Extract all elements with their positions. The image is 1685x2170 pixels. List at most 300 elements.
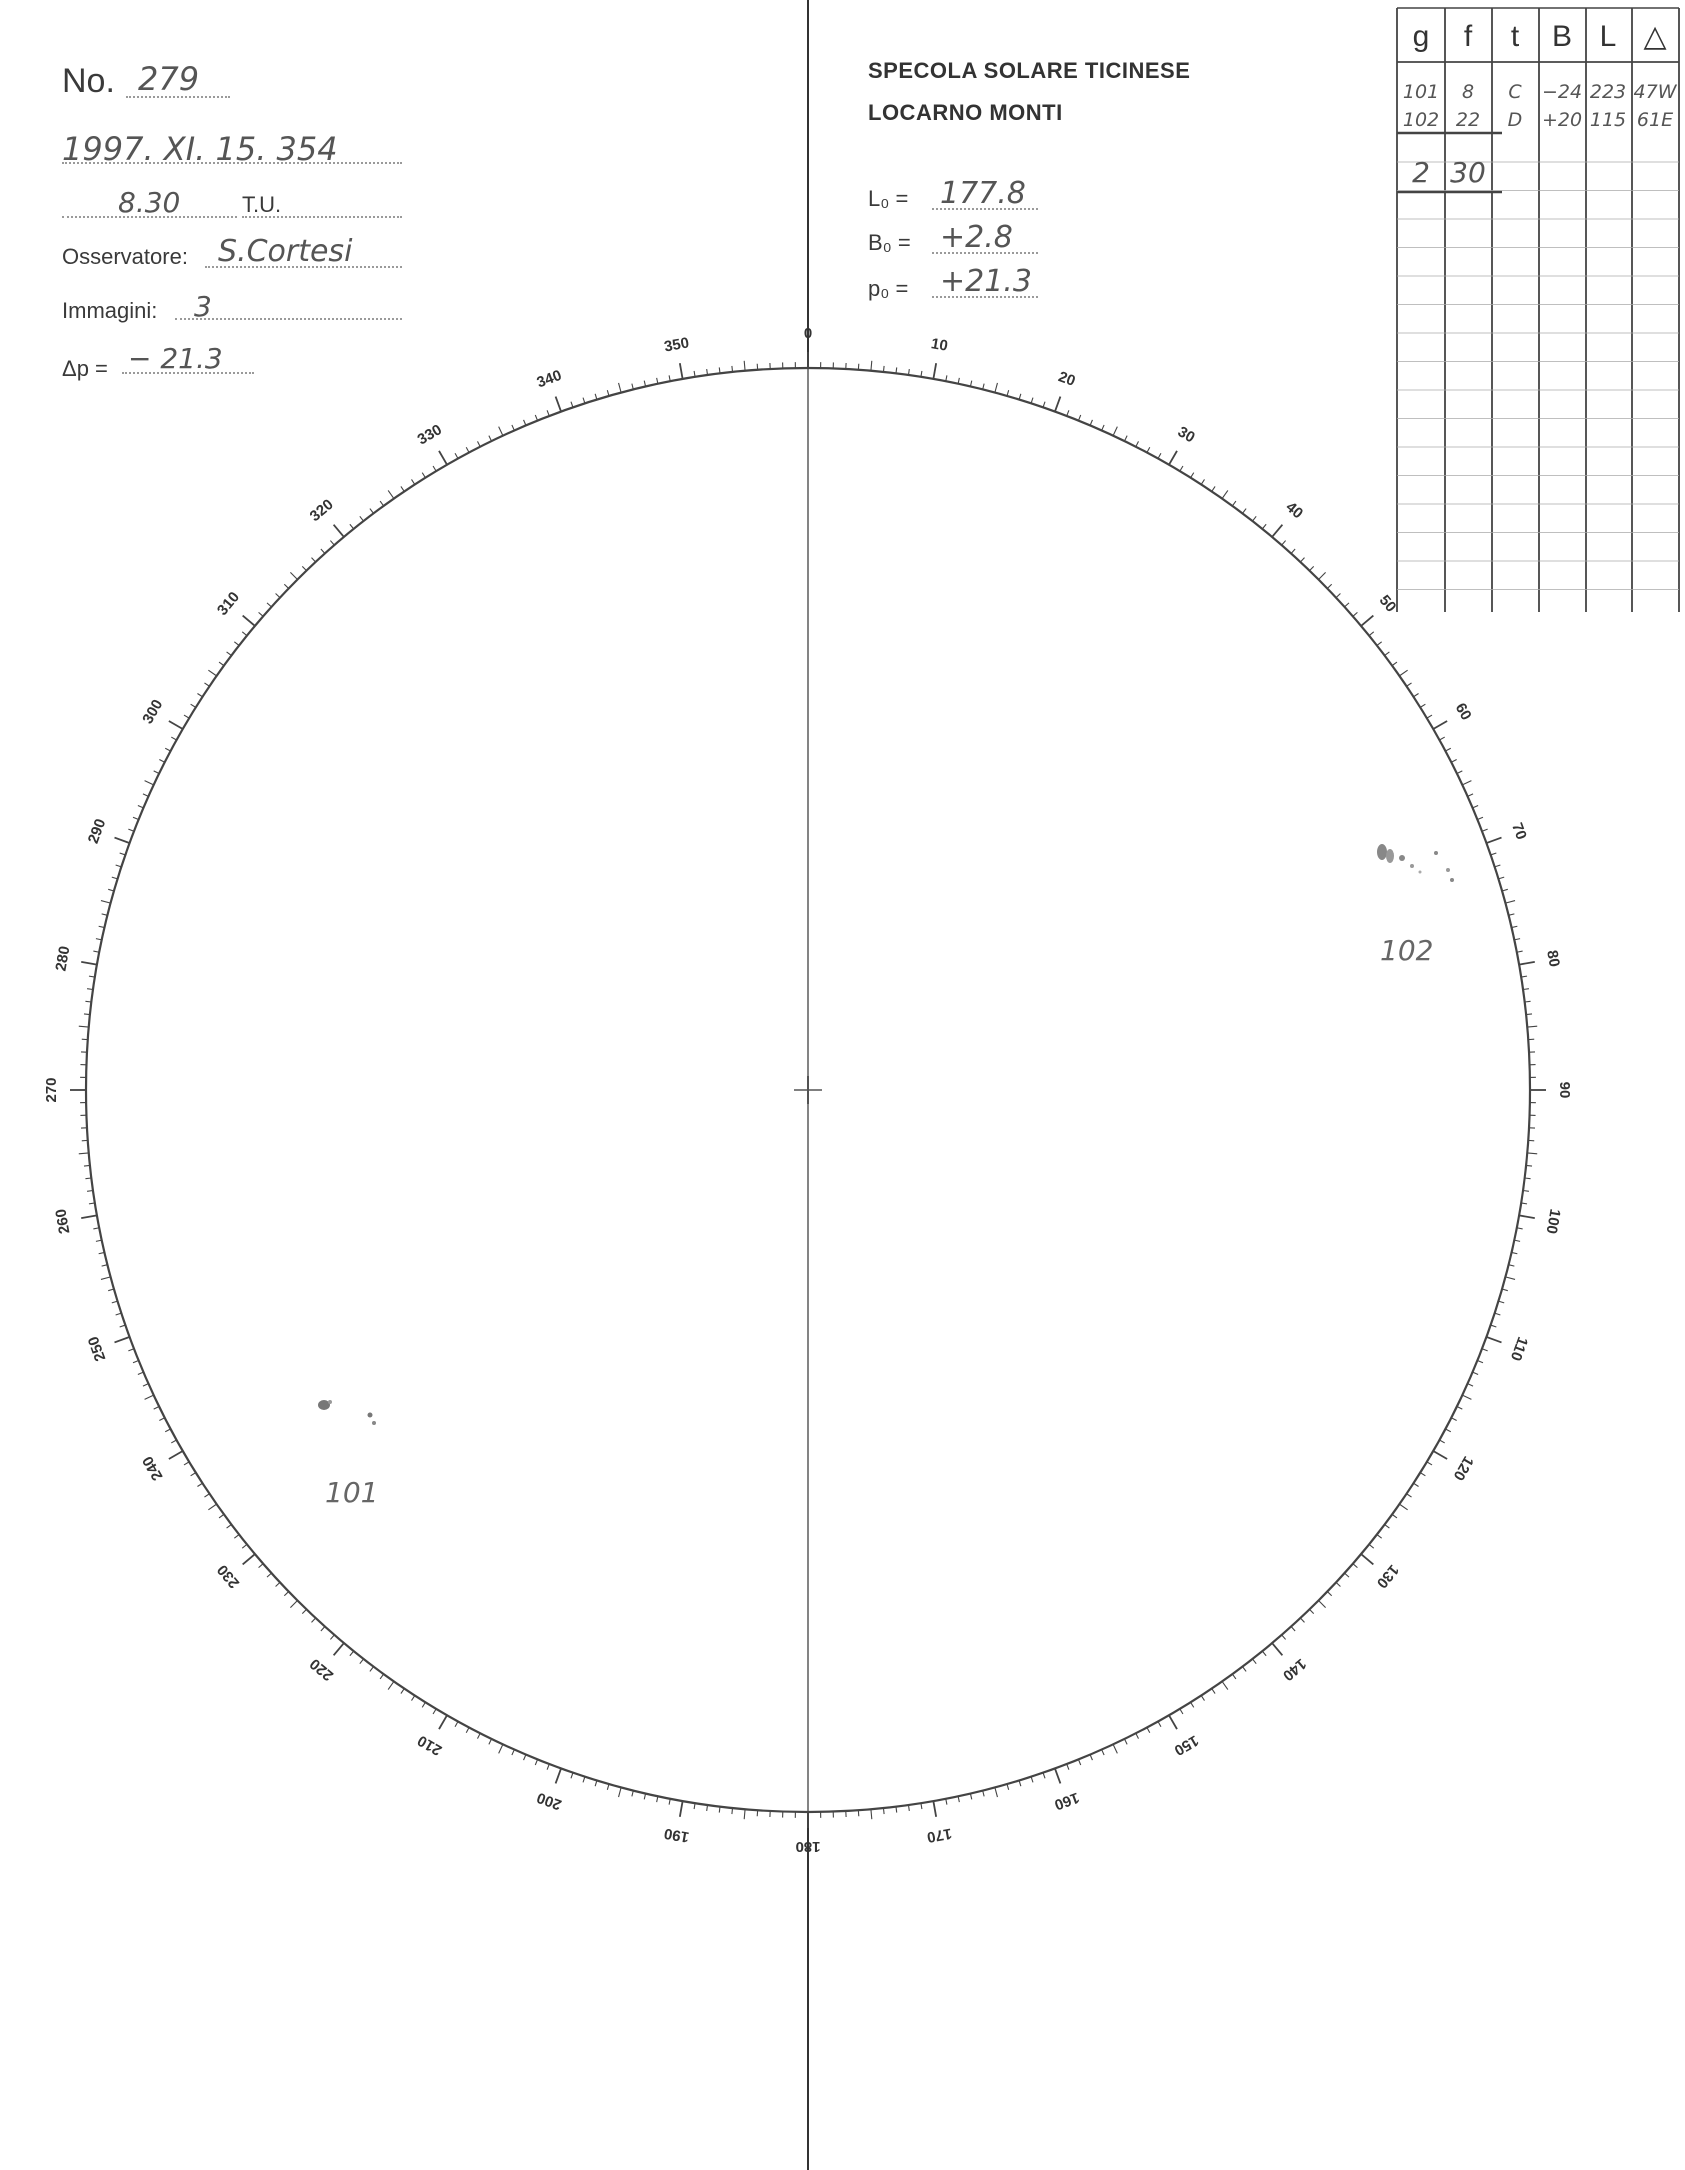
scale-tick [128, 829, 134, 831]
scale-tick [1385, 652, 1390, 656]
scale-tick [79, 1153, 89, 1154]
scale-tick [1433, 721, 1447, 729]
header-B: B [1551, 20, 1573, 53]
scale-tick [1527, 1026, 1537, 1027]
scale-tick [1090, 420, 1092, 426]
scale-tick [101, 1277, 111, 1280]
scale-tick [1201, 1696, 1204, 1701]
scale-tick [171, 1440, 176, 1443]
scale-tick [1486, 838, 1501, 843]
scale-tick [165, 748, 170, 751]
scale-tick [1353, 612, 1358, 616]
cell: 61E [1636, 109, 1674, 131]
scale-tick [1113, 1744, 1117, 1753]
scale-tick [1319, 1601, 1326, 1608]
scale-tick [208, 670, 216, 676]
p0-label: p₀ = [868, 276, 909, 301]
scale-tick [871, 361, 872, 371]
scale-tick [896, 367, 897, 373]
scale-tick [120, 1325, 126, 1327]
scale-label-60: 60 [1451, 700, 1475, 724]
scale-tick [632, 1791, 633, 1797]
scale-tick [1272, 1643, 1282, 1655]
scale-tick [1310, 1609, 1314, 1613]
scale-tick [1345, 1573, 1349, 1577]
scale-label-40: 40 [1282, 498, 1307, 523]
number-label: No. [62, 62, 115, 100]
cell: +20 [1541, 109, 1583, 131]
scale-tick [632, 384, 633, 390]
cell: 223 [1589, 81, 1627, 103]
observer-value: S.Cortesi [218, 234, 353, 269]
scale-tick [1439, 737, 1444, 740]
scale-tick [1509, 1265, 1515, 1266]
scale-tick [644, 381, 645, 387]
scale-tick [571, 402, 573, 408]
scale-tick [1477, 1360, 1483, 1362]
scale-tick [219, 1514, 224, 1518]
delta-p-value: − 21.3 [128, 342, 223, 375]
scale-tick [719, 1807, 720, 1813]
scale-tick [1482, 829, 1488, 831]
scale-tick [370, 1667, 374, 1672]
scale-label-100: 100 [1542, 1207, 1564, 1236]
scale-tick [171, 737, 176, 740]
scale-tick [227, 652, 232, 656]
header-L: L [1599, 20, 1617, 53]
scale-tick [1482, 1349, 1488, 1351]
scale-tick [350, 1651, 354, 1656]
scale-tick [1262, 524, 1266, 529]
scale-tick [267, 603, 271, 607]
scale-label-310: 310 [213, 588, 244, 619]
sunspot [1419, 871, 1422, 874]
scale-tick [455, 453, 458, 458]
scale-tick [159, 1418, 164, 1421]
time-value: 8.30 [118, 186, 181, 219]
scale-tick [120, 853, 126, 855]
scale-tick [1353, 1564, 1358, 1568]
scale-tick [1291, 549, 1295, 553]
scale-tick [1212, 486, 1215, 491]
scale-tick [1486, 1337, 1501, 1342]
scale-tick [1125, 436, 1128, 441]
scale-tick [302, 566, 306, 570]
scale-tick [99, 1252, 105, 1253]
scale-tick [1420, 1473, 1425, 1476]
scale-tick [115, 1337, 130, 1342]
scale-tick [1445, 748, 1450, 751]
scale-tick [1169, 1715, 1177, 1729]
l0-value: 177.8 [940, 176, 1026, 211]
sunspot [1410, 864, 1414, 868]
scale-tick [619, 1787, 622, 1797]
scale-tick [439, 451, 447, 465]
scale-tick [433, 466, 436, 471]
scale-tick [1473, 806, 1479, 808]
scale-tick [1468, 1384, 1473, 1386]
scale-tick [1090, 1755, 1092, 1761]
scale-tick [1147, 1727, 1150, 1732]
scale-label-300: 300 [139, 696, 167, 727]
scale-tick [1439, 1440, 1444, 1443]
scale-tick [334, 525, 344, 537]
scale-tick [388, 490, 394, 498]
scale-tick [883, 366, 884, 372]
scale-tick [412, 479, 415, 484]
scale-tick [1399, 670, 1407, 676]
scale-tick [1451, 1418, 1456, 1421]
cell: 8 [1461, 81, 1475, 103]
scale-label-80: 80 [1543, 948, 1563, 969]
sunspot [1386, 849, 1394, 863]
header-t: t [1510, 20, 1520, 53]
scale-tick [259, 1564, 264, 1568]
total-groups: 2 [1412, 156, 1430, 189]
scale-tick [619, 383, 622, 393]
scale-tick [334, 1643, 344, 1655]
scale-tick [1102, 425, 1104, 430]
scale-tick [227, 1525, 232, 1529]
scale-label-30: 30 [1174, 423, 1198, 447]
scale-label-170: 170 [925, 1824, 954, 1846]
scale-tick [1525, 1178, 1531, 1179]
scale-tick [1113, 427, 1117, 436]
scale-tick [1361, 616, 1373, 626]
sunspot-group-102 [1377, 844, 1454, 882]
scale-tick [1369, 632, 1374, 636]
table-row-101 [1403, 81, 1678, 103]
scale-tick [1385, 1525, 1390, 1529]
sunspot [372, 1421, 376, 1425]
sunspot [1377, 844, 1387, 860]
scale-tick [1031, 398, 1033, 404]
scale-tick [219, 662, 224, 666]
scale-tick [1169, 451, 1177, 465]
scale-tick [1158, 1721, 1161, 1726]
delta-p-label: Δp = [62, 356, 108, 381]
scale-tick [547, 410, 549, 416]
scale-tick [321, 549, 325, 553]
scale-label-330: 330 [414, 421, 445, 449]
scale-tick [1525, 1001, 1531, 1002]
scale-tick [1526, 1165, 1532, 1166]
scale-tick [680, 1801, 683, 1817]
scale-tick [1055, 397, 1060, 412]
scale-tick [1427, 715, 1432, 718]
scale-label-210: 210 [414, 1731, 445, 1759]
scale-tick [1336, 594, 1340, 598]
scale-label-350: 350 [662, 334, 691, 356]
scale-tick [995, 383, 998, 393]
scale-tick [169, 721, 183, 729]
scale-tick [1433, 1451, 1447, 1459]
scale-tick [512, 425, 514, 430]
scale-tick [1445, 1429, 1450, 1432]
scale-tick [1392, 1514, 1397, 1518]
images-value: 3 [194, 290, 212, 323]
scale-tick [234, 642, 239, 646]
scale-tick [1078, 1759, 1080, 1765]
scale-tick [1462, 781, 1471, 785]
cell: 101 [1402, 81, 1440, 103]
scale-tick [165, 1429, 170, 1432]
scale-tick [84, 1165, 90, 1166]
scale-tick [197, 1483, 202, 1486]
scale-tick [1191, 1702, 1194, 1707]
number-value: 279 [138, 60, 200, 98]
table-total-row [1412, 156, 1486, 189]
scale-tick [1201, 479, 1204, 484]
scale-tick [732, 366, 733, 372]
scale-tick [983, 384, 984, 390]
scale-tick [330, 541, 334, 546]
scale-tick [102, 914, 108, 915]
scale-label-320: 320 [306, 495, 337, 526]
scale-tick [524, 1755, 526, 1761]
institution-location: LOCARNO MONTI [868, 100, 1063, 125]
date-value: 1997. XI. 15. 354 [62, 130, 338, 168]
scale-tick [1125, 1739, 1128, 1744]
scale-tick [204, 683, 209, 686]
scale-label-50: 50 [1375, 591, 1400, 616]
scale-tick [1300, 558, 1304, 562]
scale-tick [1243, 509, 1247, 514]
scale-tick [191, 1473, 196, 1476]
scale-tick [571, 1773, 573, 1779]
observer-label: Osservatore: [62, 244, 188, 269]
scale-tick [1102, 1750, 1104, 1755]
scale-tick [401, 486, 404, 491]
scale-tick [1272, 525, 1282, 537]
scale-tick [204, 1494, 209, 1497]
sunspot [1450, 878, 1454, 882]
cell: 115 [1589, 109, 1627, 131]
scale-tick [1361, 1554, 1373, 1564]
scale-tick [79, 1026, 89, 1027]
scale-tick [1191, 473, 1194, 478]
scale-tick [1527, 1153, 1537, 1154]
scale-tick [380, 501, 384, 506]
scale-tick [85, 1178, 91, 1179]
scale-tick [1232, 1674, 1236, 1679]
scale-tick [1282, 1635, 1286, 1640]
scale-tick [284, 584, 288, 588]
scale-tick [208, 1504, 216, 1510]
scale-tick [197, 694, 202, 697]
scale-tick [1291, 1627, 1295, 1631]
scale-tick [1136, 1733, 1139, 1738]
sunspot [1399, 855, 1405, 861]
b0-value: +2.8 [940, 220, 1013, 255]
scale-tick [535, 1759, 537, 1765]
scale-tick [455, 1721, 458, 1726]
scale-tick [360, 1659, 364, 1664]
scale-tick [154, 1407, 159, 1410]
scale-tick [1067, 410, 1069, 416]
scale-tick [970, 1793, 971, 1799]
scale-tick [1158, 453, 1161, 458]
institution-name: SPECOLA SOLARE TICINESE [868, 58, 1191, 83]
scale-tick [583, 398, 585, 404]
scale-tick [1319, 572, 1326, 579]
scale-label-110: 110 [1506, 1334, 1532, 1364]
scale-label-20: 20 [1056, 368, 1078, 390]
scale-tick [388, 1681, 394, 1689]
cell: C [1508, 81, 1522, 103]
scale-tick [883, 1808, 884, 1814]
cell: 102 [1402, 109, 1440, 131]
scale-label-280: 280 [52, 944, 74, 973]
header-delta: △ [1643, 20, 1667, 53]
scale-tick [466, 447, 469, 452]
scale-tick [1407, 1494, 1412, 1497]
scale-tick [184, 715, 189, 718]
p0-value: +21.3 [940, 264, 1032, 299]
scale-tick [1345, 603, 1349, 607]
scale-tick [466, 1727, 469, 1732]
scale-label-220: 220 [306, 1654, 337, 1685]
scale-tick [1327, 1592, 1331, 1596]
scale-tick [242, 1544, 247, 1548]
scale-label-0: 0 [803, 324, 813, 342]
cell: −24 [1541, 81, 1583, 103]
scale-tick [350, 524, 354, 529]
cell: 22 [1455, 109, 1481, 131]
scale-tick [1327, 584, 1331, 588]
header-f: f [1463, 20, 1473, 53]
scale-tick [102, 1265, 108, 1266]
scale-label-10: 10 [929, 335, 950, 355]
scale-tick [81, 962, 97, 965]
scale-tick [128, 1349, 134, 1351]
scale-tick [1495, 1313, 1501, 1315]
scale-tick [138, 806, 144, 808]
scale-tick [477, 1733, 480, 1738]
images-label: Immagini: [62, 298, 158, 323]
scale-tick [85, 1001, 91, 1002]
scale-tick [1511, 1252, 1517, 1253]
scale-tick [1253, 516, 1257, 521]
scale-tick [290, 1601, 297, 1608]
scale-tick [1180, 466, 1183, 471]
scale-tick [1253, 1659, 1257, 1664]
scale-tick [680, 363, 683, 379]
l0-label: L₀ = [868, 186, 909, 211]
scale-tick [1222, 1681, 1228, 1689]
scale-tick [1505, 901, 1515, 904]
scale-tick [1414, 1483, 1419, 1486]
scale-tick [276, 1582, 280, 1586]
scale-tick [143, 794, 148, 796]
scale-tick [1457, 1407, 1462, 1410]
scale-tick [1468, 794, 1473, 796]
scale-tick [535, 415, 537, 421]
scale-tick [133, 817, 139, 819]
sunspot [1446, 868, 1450, 872]
scale-tick [1222, 490, 1228, 498]
scale-tick [412, 1696, 415, 1701]
scale-tick [1462, 1395, 1471, 1399]
scale-tick [380, 1674, 384, 1679]
scale-tick [477, 441, 480, 446]
scale-tick [259, 612, 264, 616]
scale-tick [312, 1618, 316, 1622]
scale-tick [169, 1451, 183, 1459]
scale-tick [1310, 566, 1314, 570]
scale-label-150: 150 [1171, 1731, 1202, 1759]
scale-label-240: 240 [139, 1453, 167, 1484]
scale-label-250: 250 [84, 1334, 110, 1364]
scale-tick [732, 1808, 733, 1814]
scale-tick [267, 1573, 271, 1577]
scale-tick [1300, 1618, 1304, 1622]
scale-tick [547, 1764, 549, 1770]
scale-tick [1377, 642, 1382, 646]
scale-tick [1457, 771, 1462, 774]
scale-tick [983, 1791, 984, 1797]
scale-tick [116, 865, 122, 867]
group-table [1390, 0, 1685, 620]
time-unit: T.U. [242, 192, 282, 217]
scale-tick [422, 1702, 425, 1707]
scale-tick [243, 616, 255, 626]
scale-tick [744, 1809, 745, 1819]
group-label-101: 101 [325, 1476, 379, 1509]
scale-tick [321, 1627, 325, 1631]
scale-label-130: 130 [1372, 1561, 1403, 1592]
scale-label-160: 160 [1052, 1788, 1082, 1814]
scale-tick [101, 901, 111, 904]
scale-tick [719, 367, 720, 373]
b0-label: B₀ = [868, 230, 911, 255]
scale-tick [499, 1744, 503, 1753]
scale-tick [1392, 662, 1397, 666]
scale-tick [1369, 1544, 1374, 1548]
scale-tick [1282, 541, 1286, 546]
scale-tick [489, 436, 492, 441]
scale-tick [81, 1215, 97, 1218]
scale-label-140: 140 [1279, 1654, 1310, 1685]
scale-tick [1511, 926, 1517, 927]
scale-tick [1505, 1277, 1515, 1280]
scale-tick [1055, 1768, 1060, 1783]
scale-tick [1377, 1535, 1382, 1539]
scale-tick [1477, 817, 1483, 819]
scale-tick [143, 1384, 148, 1386]
scale-tick [744, 361, 745, 371]
scale-tick [1243, 1667, 1247, 1672]
scale-tick [556, 397, 561, 412]
scale-tick [433, 1709, 436, 1714]
scale-tick [995, 1787, 998, 1797]
scale-tick [896, 1807, 897, 1813]
scale-tick [84, 1014, 90, 1015]
scale-label-180: 180 [795, 1838, 821, 1856]
group-label-102: 102 [1380, 934, 1434, 967]
scale-tick [556, 1768, 561, 1783]
scale-tick [276, 594, 280, 598]
scale-tick [1509, 914, 1515, 915]
scale-tick [145, 781, 154, 785]
scale-tick [290, 572, 297, 579]
scale-tick [330, 1635, 334, 1640]
sunspot [1434, 851, 1438, 855]
scale-tick [1078, 415, 1080, 421]
sunspot [368, 1413, 373, 1418]
scale-tick [302, 1609, 306, 1613]
scale-tick [154, 771, 159, 774]
